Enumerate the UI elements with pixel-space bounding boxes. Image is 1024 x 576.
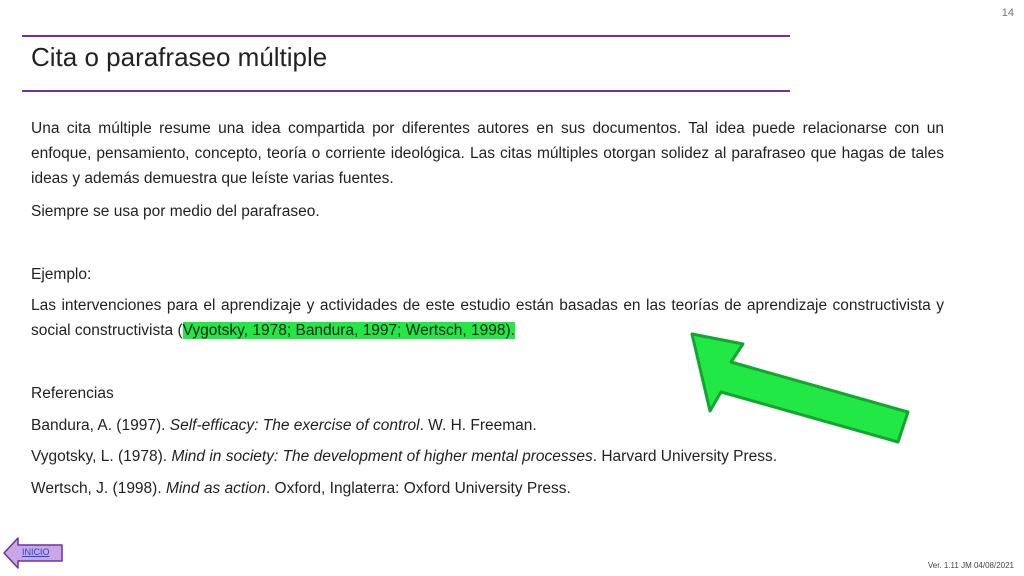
title-top-rule xyxy=(22,35,790,37)
highlighted-citation: Vygotsky, 1978; Bandura, 1997; Wertsch, 1998). xyxy=(182,322,515,339)
reference-author: Bandura, A. (1997). xyxy=(31,417,170,434)
reference-title: Mind in society: The development of higher mental processes xyxy=(171,448,593,465)
reference-item xyxy=(31,476,944,501)
reference-title: Self-efficacy: The exercise of control xyxy=(169,417,420,434)
example-label: Ejemplo: xyxy=(31,266,92,283)
reference-publisher: . Oxford, Inglaterra: Oxford University Press. xyxy=(265,480,571,497)
example-text: Las intervenciones para el aprendizaje y actividades de este estudio están basadas en las teorías de aprendizaje constructivista y social constructivista ( xyxy=(31,297,944,339)
reference-author: Vygotsky, L. (1978). xyxy=(31,448,172,465)
reference-publisher: . Harvard University Press. xyxy=(592,448,778,465)
page-title: Cita o parafraseo múltiple xyxy=(31,42,328,72)
title-bottom-rule xyxy=(22,90,790,92)
version-label: Ver. 1.11 JM 04/08/2021 xyxy=(927,561,1014,570)
usage-paragraph: Siempre se usa por medio del parafraseo. xyxy=(31,203,320,220)
references-heading: Referencias xyxy=(31,385,114,402)
reference-author: Wertsch, J. (1998). xyxy=(31,480,166,497)
intro-paragraph: Una cita múltiple resume una idea compartida por diferentes autores en sus documentos. Tal idea puede relacionarse con un enfoque, pensamiento, concepto, teoría o corriente ideológica. Las citas múltiples otorgan solidez al parafraseo que hagas de tales ideas y además demuestra que leíste varias fuentes. xyxy=(31,120,944,187)
page-number: 14 xyxy=(1001,7,1014,19)
reference-title: Mind as action xyxy=(165,480,266,497)
reference-item xyxy=(31,413,944,438)
home-button[interactable]: INICIO xyxy=(22,547,50,557)
reference-publisher: . W. H. Freeman. xyxy=(419,417,537,434)
reference-item xyxy=(31,444,944,469)
